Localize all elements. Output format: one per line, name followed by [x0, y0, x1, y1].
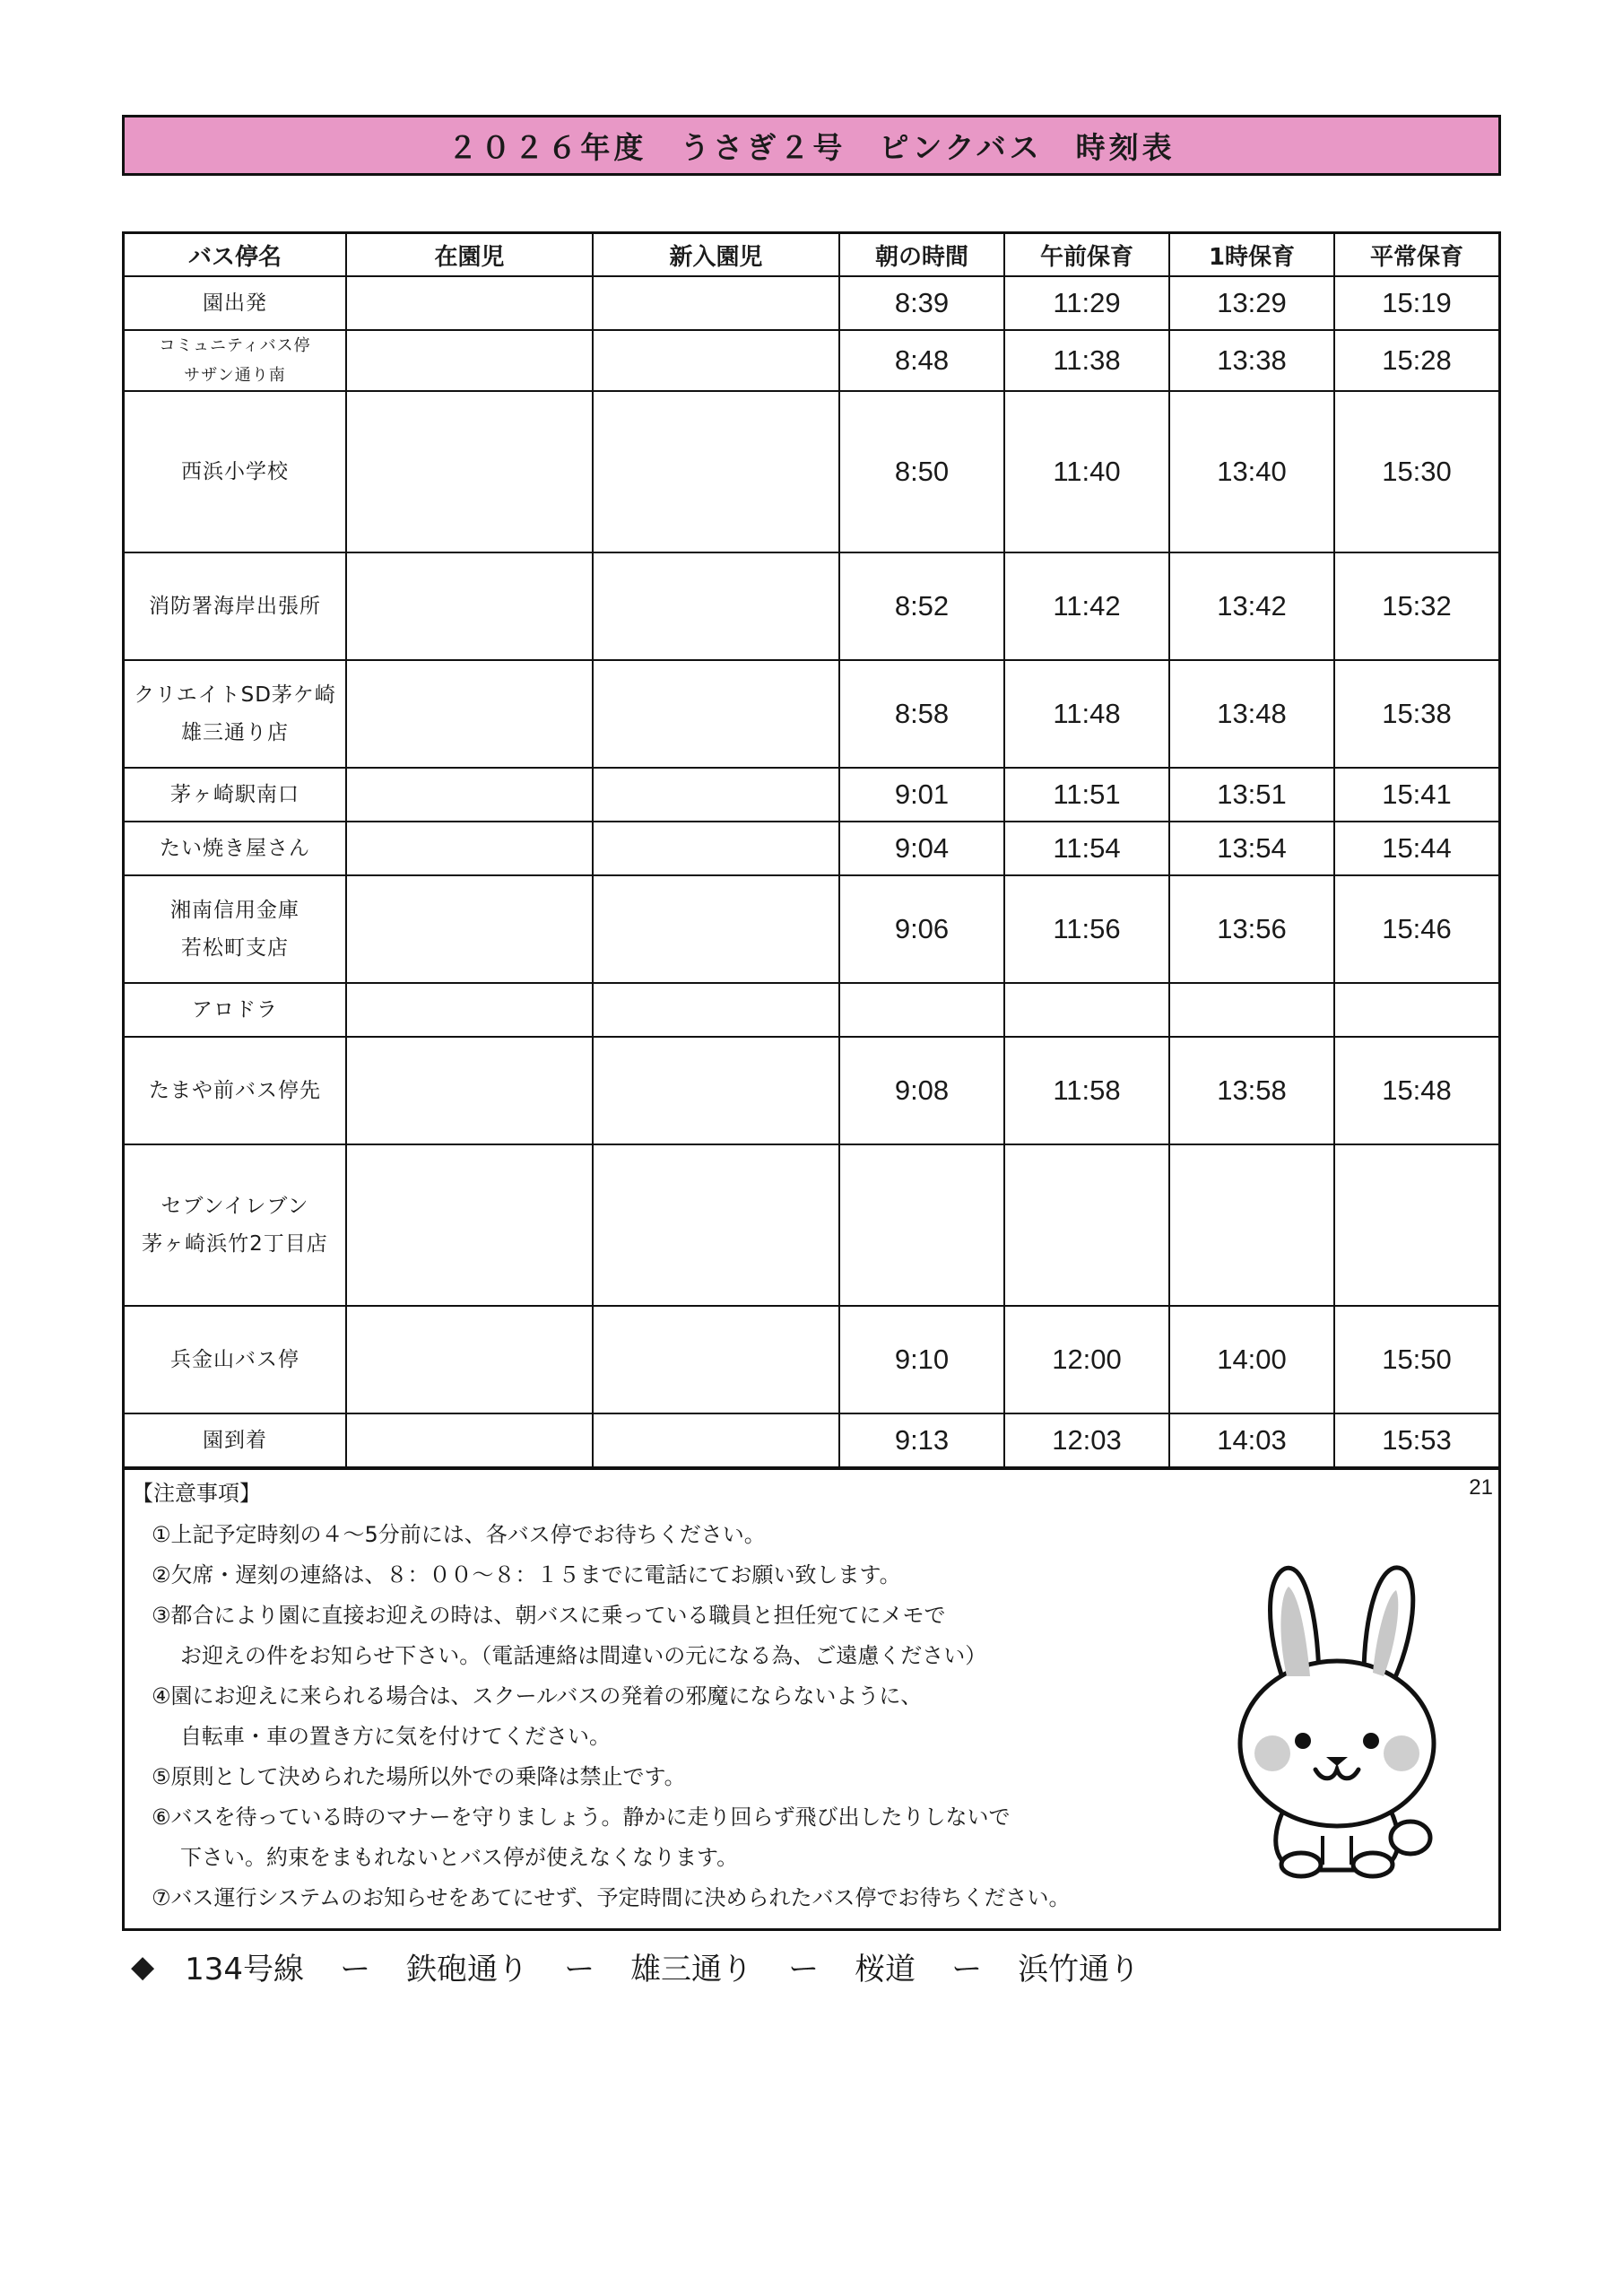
morning-time-cell: 9:13 — [839, 1413, 1004, 1467]
one-pm-time-cell — [1169, 983, 1334, 1037]
table-row — [125, 983, 1498, 1037]
one-pm-time-cell: 14:00 — [1169, 1306, 1334, 1413]
table-row — [125, 276, 1498, 330]
regular-time-cell: 15:28 — [1334, 330, 1498, 391]
stop-name-line: サザン通り南 — [184, 366, 286, 385]
morning-time-cell: 9:04 — [839, 822, 1004, 875]
stop-name-cell — [125, 768, 346, 822]
table-row — [125, 1306, 1498, 1413]
morning-time-cell: 8:50 — [839, 391, 1004, 552]
notes-list — [152, 1515, 1070, 1918]
one-pm-time-cell: 13:54 — [1169, 822, 1334, 875]
regular-time-cell: 15:53 — [1334, 1413, 1498, 1467]
morning-time-cell — [839, 1144, 1004, 1306]
morning-time-cell: 8:58 — [839, 660, 1004, 768]
am-time-cell: 12:00 — [1004, 1306, 1169, 1413]
one-pm-time-cell — [1169, 1144, 1334, 1306]
rabbit-illustration — [1229, 1551, 1445, 1883]
new-children-cell — [593, 276, 839, 330]
new-children-cell — [593, 1037, 839, 1144]
note-line: お迎えの件をお知らせ下さい。（電話連絡は間違いの元になる為、ご遠慮ください） — [180, 1643, 987, 1668]
morning-time-cell: 9:08 — [839, 1037, 1004, 1144]
new-children-cell — [593, 822, 839, 875]
current-children-cell — [346, 552, 593, 660]
am-time-cell: 11:58 — [1004, 1037, 1169, 1144]
new-children-cell — [593, 1306, 839, 1413]
stop-name-line: たまや前バス停先 — [149, 1079, 321, 1102]
one-pm-time-cell: 13:56 — [1169, 875, 1334, 983]
morning-time-cell: 9:06 — [839, 875, 1004, 983]
new-children-cell — [593, 1413, 839, 1467]
new-children-cell — [593, 1144, 839, 1306]
col-header-current: 在園児 — [346, 234, 593, 276]
new-children-cell — [593, 983, 839, 1037]
stop-name-cell — [125, 822, 346, 875]
page-title: ２０２６年度 うさぎ２号 ピンクバス 時刻表 — [122, 115, 1501, 176]
stop-name-line: クリエイトSD茅ケ崎 — [134, 683, 336, 707]
current-children-cell — [346, 1037, 593, 1144]
new-children-cell — [593, 330, 839, 391]
stop-name-line: 茅ヶ崎浜竹2丁目店 — [142, 1232, 328, 1256]
stop-name-line: 若松町支店 — [181, 936, 289, 960]
table-row — [125, 768, 1498, 822]
am-time-cell: 11:54 — [1004, 822, 1169, 875]
col-header-new: 新入園児 — [593, 234, 839, 276]
morning-time-cell — [839, 983, 1004, 1037]
table-row — [125, 552, 1498, 660]
morning-time-cell: 8:48 — [839, 330, 1004, 391]
current-children-cell — [346, 660, 593, 768]
regular-time-cell: 15:46 — [1334, 875, 1498, 983]
regular-time-cell: 15:38 — [1334, 660, 1498, 768]
stop-name-cell — [125, 1306, 346, 1413]
one-pm-time-cell: 13:38 — [1169, 330, 1334, 391]
new-children-cell — [593, 875, 839, 983]
col-header-am: 午前保育 — [1004, 234, 1169, 276]
regular-time-cell: 15:44 — [1334, 822, 1498, 875]
regular-time-cell — [1334, 983, 1498, 1037]
stop-name-cell — [125, 1413, 346, 1467]
route-separator: ー — [951, 1952, 983, 1987]
route-segment: 浜竹通り — [1018, 1952, 1141, 1987]
note-line: ⑦バス運行システムのお知らせをあてにせず、予定時間に決められたバス停でお待ちください。 — [152, 1885, 1071, 1910]
current-children-cell — [346, 1144, 593, 1306]
regular-time-cell: 15:19 — [1334, 276, 1498, 330]
current-children-cell — [346, 1413, 593, 1467]
stop-name-line: 兵金山バス停 — [170, 1348, 299, 1371]
regular-time-cell: 15:30 — [1334, 391, 1498, 552]
new-children-cell — [593, 660, 839, 768]
note-line: ①上記予定時刻の４～5分前には、各バス停でお待ちください。 — [152, 1522, 766, 1547]
stop-name-cell — [125, 1037, 346, 1144]
morning-time-cell: 9:01 — [839, 768, 1004, 822]
am-time-cell — [1004, 983, 1169, 1037]
stop-name-cell — [125, 875, 346, 983]
current-children-cell — [346, 330, 593, 391]
stop-name-cell — [125, 983, 346, 1037]
col-header-morning: 朝の時間 — [839, 234, 1004, 276]
am-time-cell: 11:48 — [1004, 660, 1169, 768]
route-separator: ー — [564, 1952, 595, 1987]
current-children-cell — [346, 768, 593, 822]
stop-name-cell — [125, 276, 346, 330]
route-separator: ー — [340, 1952, 371, 1987]
stop-name-cell — [125, 552, 346, 660]
table-row — [125, 391, 1498, 552]
stop-name-cell — [125, 660, 346, 768]
route-separator: ー — [788, 1952, 820, 1987]
current-children-cell — [346, 391, 593, 552]
stop-name-line: 西浜小学校 — [181, 460, 289, 483]
note-line: 自転車・車の置き方に気を付けてください。 — [180, 1724, 611, 1749]
table-row — [125, 1037, 1498, 1144]
stop-name-line: 湘南信用金庫 — [170, 899, 299, 922]
page-number: 21 — [1469, 1475, 1493, 1500]
stop-name-line: 消防署海岸出張所 — [149, 595, 321, 618]
new-children-cell — [593, 768, 839, 822]
morning-time-cell: 8:39 — [839, 276, 1004, 330]
one-pm-time-cell: 13:29 — [1169, 276, 1334, 330]
am-time-cell — [1004, 1144, 1169, 1306]
route-line — [131, 1944, 1140, 1988]
stop-name-line: たい焼き屋さん — [160, 837, 310, 860]
stop-name-cell — [125, 330, 346, 391]
notes-heading: 【注意事項】 — [132, 1481, 261, 1506]
am-time-cell: 12:03 — [1004, 1413, 1169, 1467]
am-time-cell: 11:40 — [1004, 391, 1169, 552]
route-segment: 鉄砲通り — [406, 1952, 529, 1987]
current-children-cell — [346, 276, 593, 330]
regular-time-cell: 15:50 — [1334, 1306, 1498, 1413]
am-time-cell: 11:29 — [1004, 276, 1169, 330]
am-time-cell: 11:56 — [1004, 875, 1169, 983]
note-line: ④園にお迎えに来られる場合は、スクールバスの発着の邪魔にならないように、 — [152, 1683, 923, 1709]
note-line: ③都合により園に直接お迎えの時は、朝バスに乗っている職員と担任宛てにメモで — [152, 1603, 946, 1628]
am-time-cell: 11:38 — [1004, 330, 1169, 391]
stop-name-line: 雄三通り店 — [181, 721, 289, 744]
stop-name-line: コミュニティバス停 — [159, 336, 311, 355]
stop-name-cell — [125, 391, 346, 552]
col-header-one: 1時保育 — [1169, 234, 1334, 276]
stop-name-line: 園出発 — [203, 291, 267, 315]
col-header-regular: 平常保育 — [1334, 234, 1498, 276]
stop-name-line: 茅ヶ崎駅南口 — [170, 783, 299, 806]
current-children-cell — [346, 822, 593, 875]
timetable — [125, 234, 1498, 1468]
table-row — [125, 660, 1498, 768]
stop-name-line: セブンイレブン — [161, 1195, 309, 1218]
morning-time-cell: 9:10 — [839, 1306, 1004, 1413]
notes-section — [125, 1468, 1498, 1927]
table-row — [125, 1413, 1498, 1467]
table-row — [125, 875, 1498, 983]
one-pm-time-cell: 13:40 — [1169, 391, 1334, 552]
one-pm-time-cell: 13:58 — [1169, 1037, 1334, 1144]
stop-name-cell — [125, 1144, 346, 1306]
table-row — [125, 330, 1498, 391]
route-segment: 桜道 — [855, 1952, 916, 1987]
diamond-bullet-icon: ◆ — [131, 1948, 155, 1985]
new-children-cell — [593, 552, 839, 660]
am-time-cell: 11:42 — [1004, 552, 1169, 660]
note-line: 下さい。約束をまもれないとバス停が使えなくなります。 — [180, 1845, 739, 1870]
route-segment: 雄三通り — [630, 1952, 753, 1987]
one-pm-time-cell: 13:51 — [1169, 768, 1334, 822]
col-header-stop: バス停名 — [125, 234, 346, 276]
one-pm-time-cell: 13:48 — [1169, 660, 1334, 768]
stop-name-line: アロドラ — [192, 998, 278, 1022]
current-children-cell — [346, 875, 593, 983]
note-line: ⑤原則として決められた場所以外での乗降は禁止です。 — [152, 1764, 686, 1789]
regular-time-cell — [1334, 1144, 1498, 1306]
note-line: ⑥バスを待っている時のマナーを守りましょう。静かに走り回らず飛び出したりしないで — [152, 1805, 1011, 1830]
header-row — [125, 234, 1498, 276]
one-pm-time-cell: 14:03 — [1169, 1413, 1334, 1467]
table-row — [125, 822, 1498, 875]
route-segment: 134号線 — [185, 1952, 305, 1987]
new-children-cell — [593, 391, 839, 552]
table-row — [125, 1144, 1498, 1306]
morning-time-cell: 8:52 — [839, 552, 1004, 660]
one-pm-time-cell: 13:42 — [1169, 552, 1334, 660]
regular-time-cell: 15:41 — [1334, 768, 1498, 822]
am-time-cell: 11:51 — [1004, 768, 1169, 822]
note-line: ②欠席・遅刻の連絡は、８：００～８：１５までに電話にてお願い致します。 — [152, 1562, 901, 1587]
timetable-body — [125, 276, 1498, 1467]
current-children-cell — [346, 983, 593, 1037]
regular-time-cell: 15:32 — [1334, 552, 1498, 660]
current-children-cell — [346, 1306, 593, 1413]
regular-time-cell: 15:48 — [1334, 1037, 1498, 1144]
timetable-sheet — [122, 231, 1501, 1931]
stop-name-line: 園到着 — [203, 1429, 267, 1452]
